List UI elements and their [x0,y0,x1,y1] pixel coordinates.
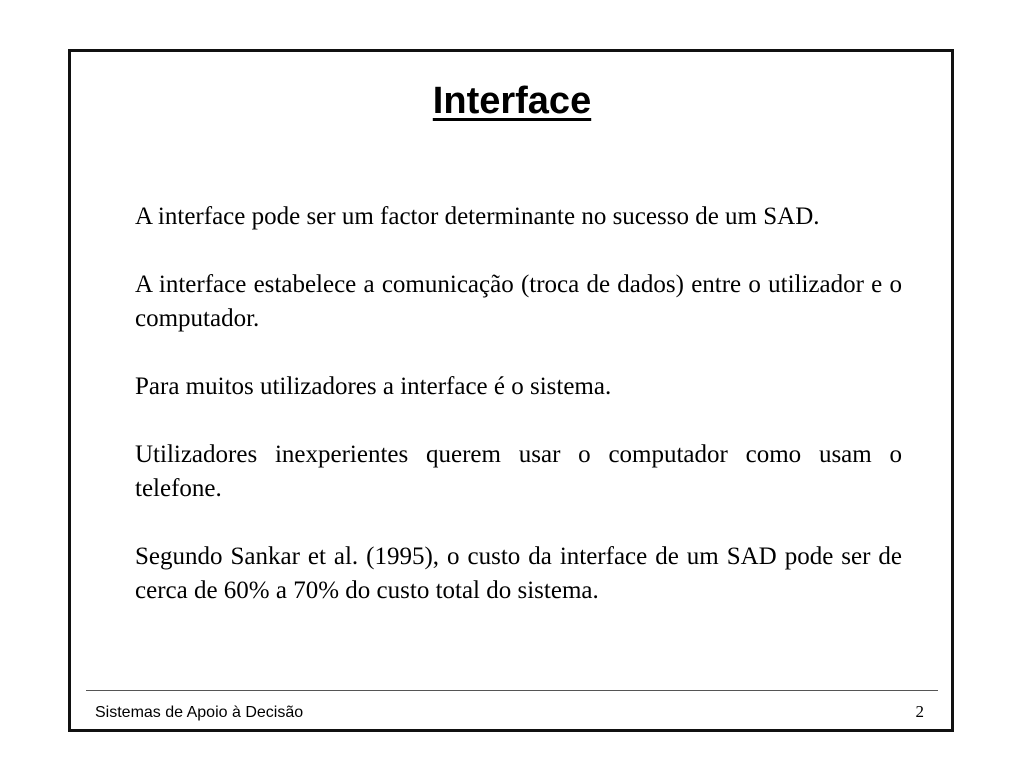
paragraph-4: Utilizadores inexperientes querem usar o computador como usam o telefone. [135,441,902,502]
footer-divider [86,690,938,691]
slide-title-text: Interface [432,80,592,122]
paragraph-5: Segundo Sankar et al. (1995), o custo da interface de um SAD pode ser de cerca de 60% a 70% do custo total do sistema. [135,543,902,604]
page-number: 2 [915,702,924,721]
slide-title [0,80,1024,123]
slide-body [135,200,902,642]
paragraph-3: Para muitos utilizadores a interface é o sistema. [135,373,612,400]
paragraph-1: A interface pode ser um factor determinante no sucesso de um SAD. [135,203,820,230]
paragraph-2: A interface estabelece a comunicação (troca de dados) entre o utilizador e o computador. [135,271,902,332]
footer-course-name: Sistemas de Apoio à Decisão [95,704,304,721]
